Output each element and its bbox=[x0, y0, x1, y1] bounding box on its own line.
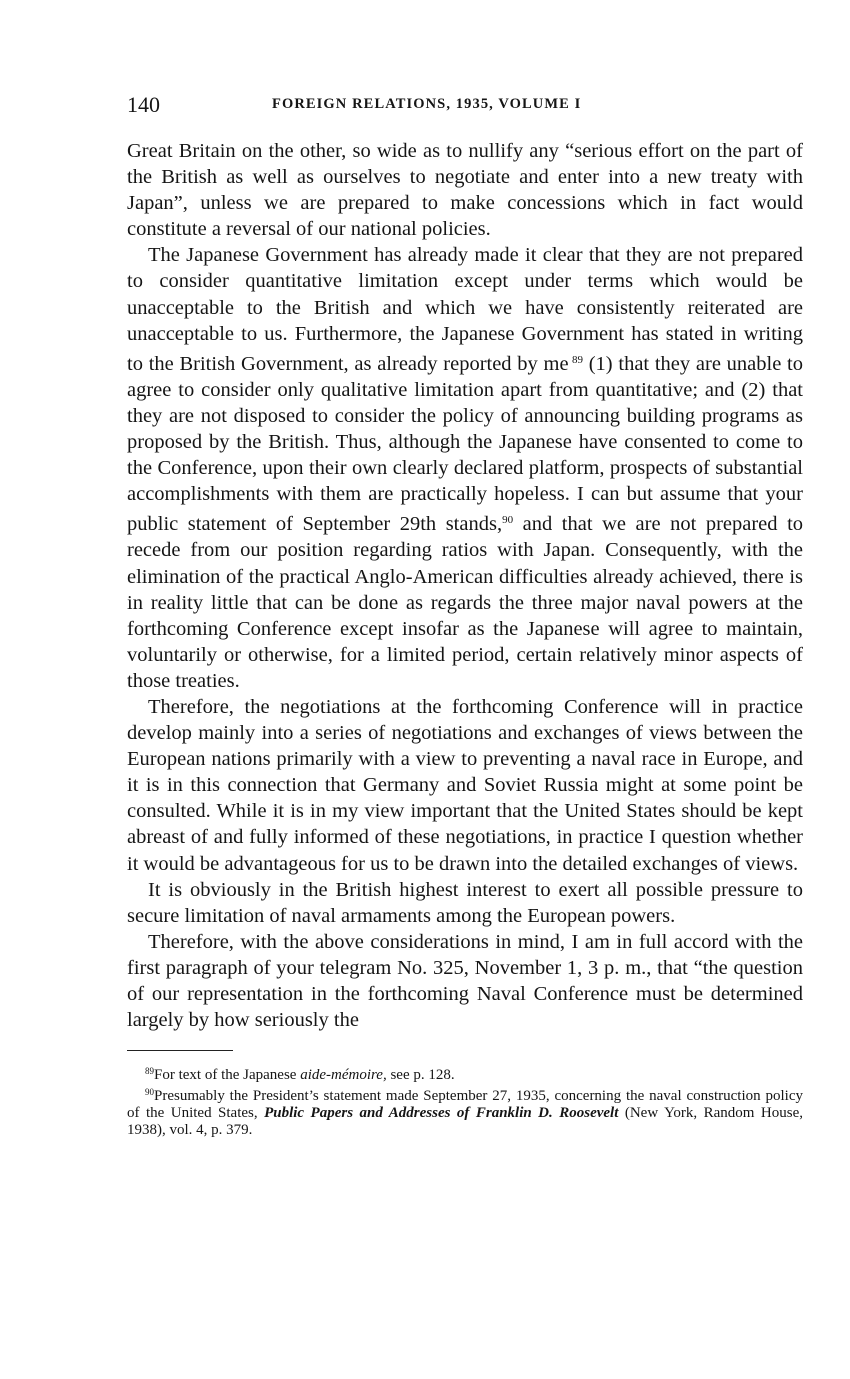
paragraph-2-part-a: The Japanese Government has already made it clear that they are not prepared to consider quantitative limitation except under terms which would be unacceptable to the British and which we have consistently reiterated are unacceptable to us. Furthermore, the Japanese Government has stated in writing to the British Government, as already reported by me bbox=[127, 244, 803, 375]
footnotes bbox=[127, 1063, 803, 1139]
footnote-89-tail: see p. 128. bbox=[386, 1067, 455, 1084]
footnote-ref-89[interactable]: 89 bbox=[571, 353, 583, 366]
paragraph-1: Great Britain on the other, so wide as to nullify any “serious effort on the part of the British as well as ourselves to negotiate and enter into a new treaty with Japan”, unless we are prepared to make concessions which in fact would constitute a reversal of our national policies. bbox=[127, 140, 803, 241]
footnote-divider bbox=[127, 1050, 233, 1051]
footnote-90-title: Public Papers and Addresses of Franklin D. Roosevelt bbox=[264, 1105, 619, 1122]
paragraph-2-part-b: (1) that they are unable to agree to consider only qualitative limitation apart from quantitative; and (2) that they are not disposed to consider the policy of announcing building programs as proposed by the British. Thus, although the Japanese have consented to come to the Conference, upon their own clearly declared platform, prospects of substantial accomplishments with them are practically hopeless. I can but assume that your public statement of September 29th stands, bbox=[127, 352, 804, 536]
footnote-90 bbox=[127, 1084, 803, 1139]
footnote-90-tail: (New York, Random House, 1938), vol. 4, p. 379. bbox=[127, 1105, 803, 1139]
footnote-90-text: Presumably the President’s statement made September 27, 1935, concerning the naval construction policy of the United States, bbox=[127, 1088, 803, 1122]
footnote-ref-90[interactable]: 90 bbox=[502, 514, 514, 527]
page-number: 140 bbox=[127, 92, 160, 117]
running-title: FOREIGN RELATIONS, 1935, VOLUME I bbox=[272, 96, 582, 112]
paragraph-2 bbox=[127, 242, 803, 694]
footnote-90-number: 90 bbox=[145, 1087, 154, 1098]
footnote-89 bbox=[127, 1063, 803, 1084]
paragraph-2-part-c: and that we are not prepared to recede from our position regarding ratios with Japan. Consequently, with the elimination of the practical Anglo-American difficulties already achieved, there is in reality little that can be done as regards the three major naval powers at the forthcoming Conference except insofar as the Japanese will agree to maintain, voluntarily or otherwise, for a limited period, certain relatively minor aspects of those treaties. bbox=[127, 513, 804, 692]
footnote-89-text: For text of the Japanese bbox=[154, 1067, 301, 1084]
footnote-89-number: 89 bbox=[145, 1066, 154, 1077]
running-head bbox=[127, 92, 803, 122]
paragraph-5: Therefore, with the above considerations in mind, I am in full accord with the first paragraph of your telegram No. 325, November 1, 3 p. m., that “the question of our representation in the forthcoming Naval Conference must be determined largely by how seriously the bbox=[127, 930, 803, 1032]
body-text bbox=[127, 138, 803, 1033]
paragraph-4: It is obviously in the British highest interest to exert all possible pressure to secure limitation of naval armaments among the European powers. bbox=[127, 878, 803, 927]
paragraph-3: Therefore, the negotiations at the forthcoming Conference will in practice develop mainly into a series of negotiations and exchanges of views between the European nations primarily with a view to preventing a naval race in Europe, and it is in this connection that Germany and Soviet Russia might at some point be consulted. While it is in my view important that the United States should be kept abreast of and fully informed of these negotiations, in practice I question whether it would be advantageous for us to be drawn into the detailed exchanges of views. bbox=[127, 695, 803, 875]
document-page bbox=[127, 92, 803, 1139]
footnote-89-italic: aide-mémoire, bbox=[300, 1067, 387, 1084]
